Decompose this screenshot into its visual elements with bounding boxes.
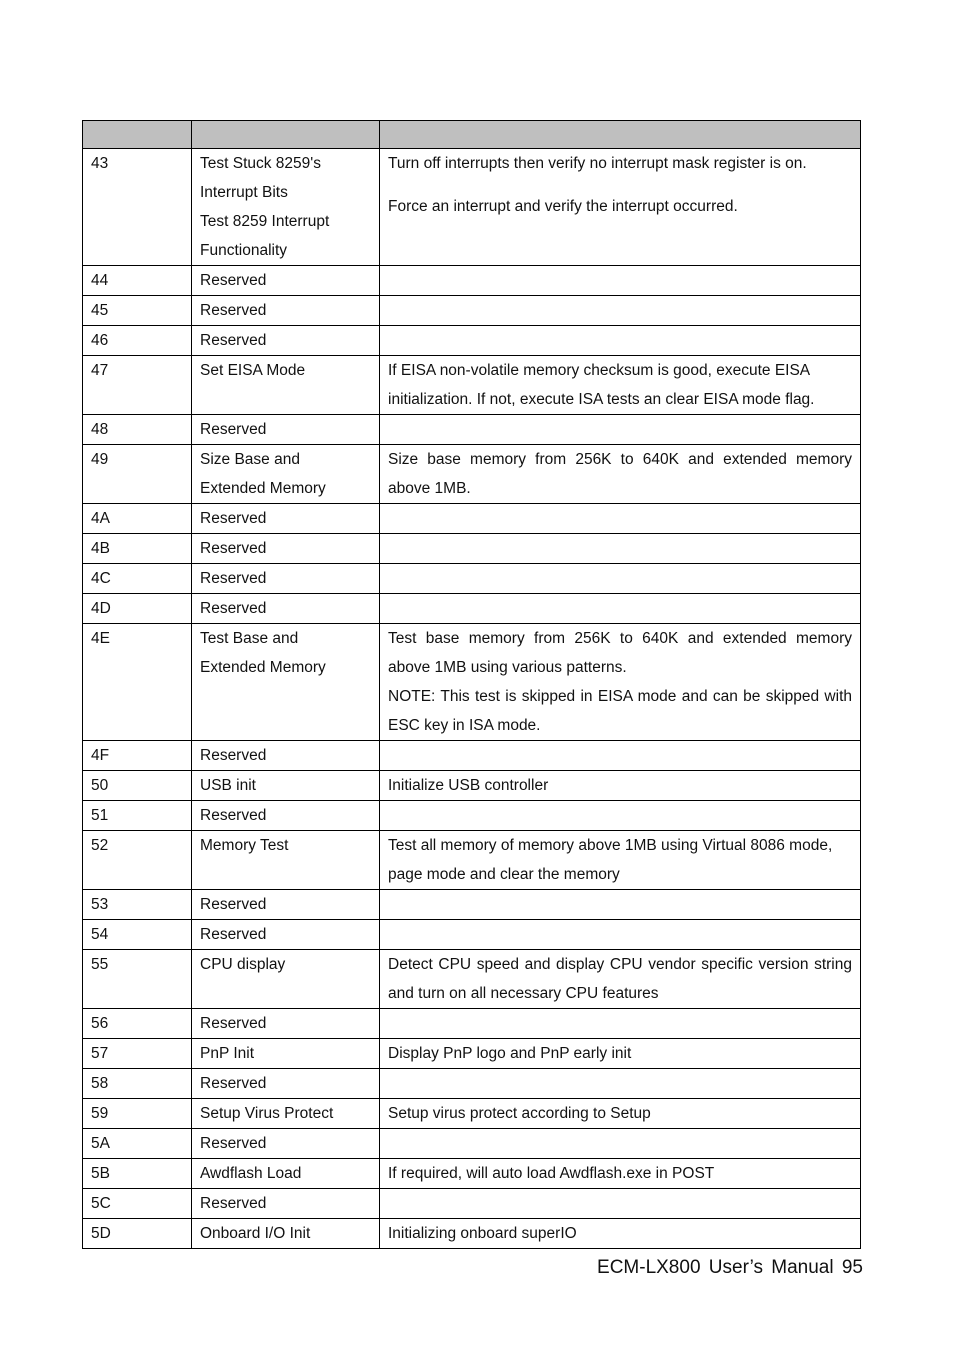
table-row [83,741,861,771]
table-row [83,920,861,950]
component-name-cell [192,1189,380,1219]
table-row [83,594,861,624]
component-name-cell [192,356,380,415]
post-code-cell: 49 [83,445,192,504]
description-cell [380,1039,861,1069]
description-spacer [388,178,852,192]
post-code-cell: 56 [83,1009,192,1039]
table-row [83,771,861,801]
component-name-line: Reserved [200,747,267,764]
description-paragraph: Detect CPU speed and display CPU vendor specific version string and turn on all necessary CPU features [388,956,852,1002]
table-row [83,801,861,831]
description-cell [380,504,861,534]
component-name-cell [192,266,380,296]
component-name-line: Set EISA Mode [200,362,306,379]
description-cell [380,1009,861,1039]
post-code-cell: 5D [83,1219,192,1249]
description-cell [380,741,861,771]
description-paragraph: Initializing onboard superIO [388,1225,577,1242]
component-name-line: Size Base and [200,451,300,468]
component-name-line: Reserved [200,1135,267,1152]
table-row [83,1129,861,1159]
post-code-cell: 4B [83,534,192,564]
post-code-cell: 59 [83,1099,192,1129]
component-name-cell [192,1219,380,1249]
component-name-line: PnP Init [200,1045,255,1062]
header-cell-name [192,121,380,149]
description-cell [380,801,861,831]
component-name-cell [192,950,380,1009]
description-paragraph: Test all memory of memory above 1MB using Virtual 8086 mode, page mode and clear the memory [388,837,833,883]
description-paragraph: If required, will auto load Awdflash.exe in POST [388,1165,715,1182]
component-name-line: Reserved [200,332,267,349]
table-header-row [83,121,861,149]
component-name-cell [192,624,380,741]
component-name-line: Test Base and [200,630,299,647]
table-body [83,149,861,1249]
description-cell [380,624,861,741]
post-code-cell: 47 [83,356,192,415]
component-name-line: Memory Test [200,837,289,854]
table-row [83,1039,861,1069]
post-code-cell: 43 [83,149,192,266]
table-row [83,950,861,1009]
component-name-line: Reserved [200,1195,267,1212]
description-paragraph: Turn off interrupts then verify no interrupt mask register is on. [388,155,807,172]
description-cell [380,1219,861,1249]
component-name-line: Test Stuck 8259's [200,155,321,172]
component-name-line: USB init [200,777,256,794]
component-name-cell [192,1099,380,1129]
post-code-cell: 4D [83,594,192,624]
table-row [83,356,861,415]
component-name-line: Reserved [200,302,267,319]
component-name-line: Reserved [200,1015,267,1032]
component-name-cell [192,920,380,950]
component-name-cell [192,771,380,801]
component-name-cell [192,1129,380,1159]
component-name-cell [192,326,380,356]
description-paragraph: Force an interrupt and verify the interrupt occurred. [388,198,738,215]
table-row [83,445,861,504]
description-cell [380,326,861,356]
post-code-cell: 45 [83,296,192,326]
component-name-line: Reserved [200,510,267,527]
component-name-line: Onboard I/O Init [200,1225,311,1242]
component-name-line: Test 8259 Interrupt [200,213,330,230]
component-name-cell [192,741,380,771]
component-name-line: Reserved [200,807,267,824]
post-code-cell: 57 [83,1039,192,1069]
table-row [83,149,861,266]
component-name-line: Extended Memory [200,480,326,497]
table-row [83,564,861,594]
header-cell-code [83,121,192,149]
table-row [83,296,861,326]
component-name-cell [192,296,380,326]
description-cell [380,890,861,920]
table-row [83,624,861,741]
description-cell [380,1189,861,1219]
component-name-line: Reserved [200,570,267,587]
table-row [83,1159,861,1189]
component-name-cell [192,594,380,624]
post-code-cell: 53 [83,890,192,920]
description-paragraph: If EISA non-volatile memory checksum is good, execute EISA initialization. If not, execute ISA tests an clear EISA mode flag. [388,362,815,408]
component-name-cell [192,149,380,266]
post-code-cell: 5A [83,1129,192,1159]
post-code-cell: 5C [83,1189,192,1219]
description-cell [380,920,861,950]
table-row [83,534,861,564]
post-code-cell: 58 [83,1069,192,1099]
component-name-line: Awdflash Load [200,1165,302,1182]
post-code-table [82,120,861,1249]
table-row [83,266,861,296]
description-paragraph: Test base memory from 256K to 640K and extended memory above 1MB using various patterns. [388,630,852,676]
component-name-line: Extended Memory [200,659,326,676]
component-name-cell [192,1039,380,1069]
table-row [83,504,861,534]
component-name-cell [192,534,380,564]
component-name-line: Reserved [200,600,267,617]
component-name-line: Functionality [200,242,288,259]
table-row [83,890,861,920]
post-code-cell: 4A [83,504,192,534]
description-paragraph: Setup virus protect according to Setup [388,1105,651,1122]
description-cell [380,564,861,594]
description-cell [380,296,861,326]
header-cell-description [380,121,861,149]
component-name-cell [192,1069,380,1099]
post-code-cell: 4F [83,741,192,771]
post-code-cell: 44 [83,266,192,296]
description-paragraph: Display PnP logo and PnP early init [388,1045,632,1062]
post-code-cell: 52 [83,831,192,890]
component-name-cell [192,890,380,920]
table-row [83,326,861,356]
component-name-cell [192,445,380,504]
component-name-cell [192,564,380,594]
description-cell [380,1069,861,1099]
description-cell [380,594,861,624]
description-cell [380,1159,861,1189]
component-name-cell [192,831,380,890]
component-name-cell [192,1159,380,1189]
description-paragraph: NOTE: This test is skipped in EISA mode and can be skipped with ESC key in ISA mode. [388,688,852,734]
component-name-line: Reserved [200,540,267,557]
component-name-line: Reserved [200,1075,267,1092]
post-code-cell: 48 [83,415,192,445]
description-cell [380,831,861,890]
description-cell [380,356,861,415]
description-cell [380,445,861,504]
post-code-cell: 54 [83,920,192,950]
post-code-cell: 46 [83,326,192,356]
post-code-cell: 55 [83,950,192,1009]
table-row [83,1099,861,1129]
post-code-cell: 4E [83,624,192,741]
description-cell [380,1099,861,1129]
component-name-cell [192,504,380,534]
description-paragraph: Size base memory from 256K to 640K and extended memory above 1MB. [388,451,852,497]
description-cell [380,266,861,296]
table-row [83,415,861,445]
table-row [83,1009,861,1039]
component-name-line: Reserved [200,896,267,913]
description-cell [380,950,861,1009]
component-name-line: Reserved [200,272,267,289]
component-name-line: Reserved [200,421,267,438]
description-cell [380,415,861,445]
component-name-cell [192,415,380,445]
description-cell [380,534,861,564]
description-cell [380,1129,861,1159]
component-name-line: Interrupt Bits [200,184,288,201]
component-name-cell [192,801,380,831]
component-name-line: Reserved [200,926,267,943]
table-row [83,1069,861,1099]
table-row [83,1189,861,1219]
table-row [83,831,861,890]
component-name-cell [192,1009,380,1039]
post-code-cell: 51 [83,801,192,831]
component-name-line: Setup Virus Protect [200,1105,334,1122]
description-cell [380,771,861,801]
component-name-line: CPU display [200,956,286,973]
description-paragraph: Initialize USB controller [388,777,549,794]
post-code-cell: 50 [83,771,192,801]
page-footer: ECM-LX800 User’s Manual 95 [597,1257,863,1278]
table-row [83,1219,861,1249]
description-cell [380,149,861,266]
post-code-cell: 5B [83,1159,192,1189]
post-code-cell: 4C [83,564,192,594]
